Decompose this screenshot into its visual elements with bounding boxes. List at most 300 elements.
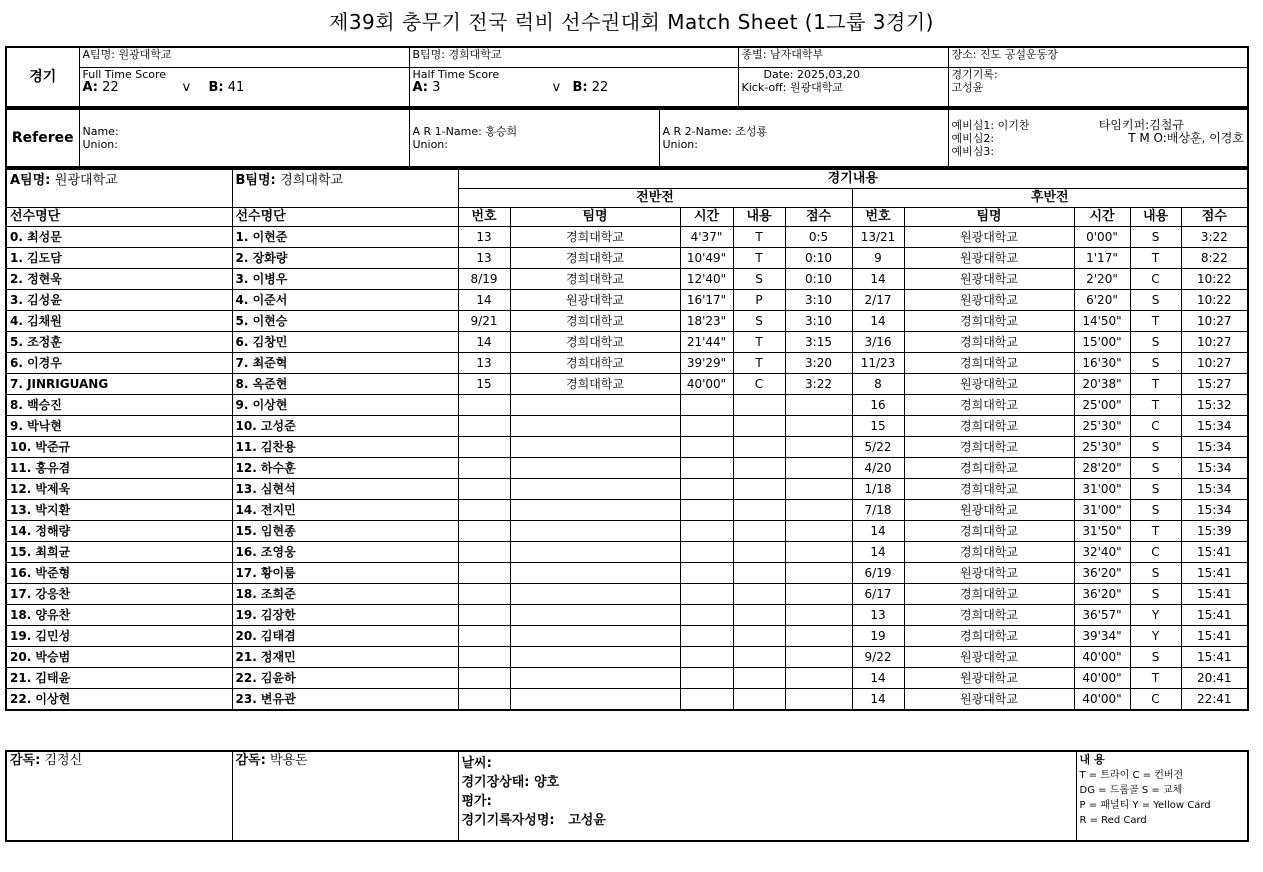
first-half-no: 13 bbox=[458, 353, 510, 374]
first-half-no: 13 bbox=[458, 248, 510, 269]
second-half-score: 15:39 bbox=[1181, 521, 1248, 542]
table-row bbox=[6, 416, 1248, 437]
second-half-team: 경희대학교 bbox=[904, 605, 1074, 626]
first-half-team: 경희대학교 bbox=[510, 374, 680, 395]
second-half-team: 경희대학교 bbox=[904, 479, 1074, 500]
second-half-score: 15:34 bbox=[1181, 458, 1248, 479]
second-half-score: 15:34 bbox=[1181, 437, 1248, 458]
b-coach-label: 감독: bbox=[235, 753, 266, 768]
second-half-type: C bbox=[1130, 689, 1181, 711]
table-row bbox=[6, 647, 1248, 668]
second-half-no: 7/18 bbox=[852, 500, 904, 521]
first-half-no bbox=[458, 668, 510, 689]
first-half-type bbox=[733, 668, 785, 689]
second-half-score: 15:32 bbox=[1181, 395, 1248, 416]
second-half-no: 14 bbox=[852, 668, 904, 689]
first-half-no bbox=[458, 395, 510, 416]
match-content-header: 경기내용 bbox=[458, 169, 1248, 189]
a-coach-name: 김정신 bbox=[44, 753, 83, 768]
first-half-team: 경희대학교 bbox=[510, 332, 680, 353]
full-vs: v bbox=[182, 79, 191, 95]
table-row bbox=[6, 479, 1248, 500]
b-player: 6. 김창민 bbox=[232, 332, 458, 353]
first-half-no: 8/19 bbox=[458, 269, 510, 290]
second-half-team: 원광대학교 bbox=[904, 269, 1074, 290]
a-player: 5. 조정훈 bbox=[6, 332, 232, 353]
record-cell bbox=[948, 67, 1248, 107]
second-half-time: 16'30" bbox=[1074, 353, 1130, 374]
date-kickoff-cell bbox=[738, 67, 948, 107]
first-half-no bbox=[458, 416, 510, 437]
table-row bbox=[6, 500, 1248, 521]
second-half-score: 3:22 bbox=[1181, 227, 1248, 248]
first-half-score: 3:10 bbox=[785, 290, 852, 311]
a-team-name: 원광대학교 bbox=[118, 48, 172, 61]
first-half-score bbox=[785, 647, 852, 668]
second-half-type: S bbox=[1130, 353, 1181, 374]
first-half-no bbox=[458, 563, 510, 584]
match-notes bbox=[458, 751, 1076, 841]
b-team-cell bbox=[409, 47, 738, 67]
game-label: 경기 bbox=[6, 47, 79, 107]
first-half-score: 3:10 bbox=[785, 311, 852, 332]
second-half-time: 0'00" bbox=[1074, 227, 1130, 248]
second-half-time: 40'00" bbox=[1074, 647, 1130, 668]
second-half-type: S bbox=[1130, 332, 1181, 353]
second-half-type: S bbox=[1130, 437, 1181, 458]
b-player: 22. 김윤하 bbox=[232, 668, 458, 689]
second-half-type: T bbox=[1130, 521, 1181, 542]
first-half-no bbox=[458, 500, 510, 521]
first-half-score: 3:22 bbox=[785, 374, 852, 395]
record-label: 경기기록: bbox=[951, 67, 998, 81]
ar1-cell bbox=[409, 109, 659, 167]
first-half-team bbox=[510, 395, 680, 416]
ground-value: 양호 bbox=[534, 775, 560, 790]
b-player: 15. 임현종 bbox=[232, 521, 458, 542]
first-half-time bbox=[680, 647, 733, 668]
second-half-team: 경희대학교 bbox=[904, 311, 1074, 332]
half-a-score: 3 bbox=[432, 79, 441, 95]
b-player: 23. 변유관 bbox=[232, 689, 458, 711]
first-half-team bbox=[510, 416, 680, 437]
second-half-time: 1'17" bbox=[1074, 248, 1130, 269]
b-player: 7. 최준혁 bbox=[232, 353, 458, 374]
first-half-score: 3:20 bbox=[785, 353, 852, 374]
first-half-time: 12'40" bbox=[680, 269, 733, 290]
second-half-team: 경희대학교 bbox=[904, 584, 1074, 605]
second-half-score: 8:22 bbox=[1181, 248, 1248, 269]
first-half-type bbox=[733, 521, 785, 542]
second-half-time: 31'50" bbox=[1074, 521, 1130, 542]
first-half-time bbox=[680, 479, 733, 500]
first-half-score bbox=[785, 584, 852, 605]
second-half-time: 28'20" bbox=[1074, 458, 1130, 479]
second-half-type: C bbox=[1130, 542, 1181, 563]
a-player: 21. 김태윤 bbox=[6, 668, 232, 689]
first-half-no bbox=[458, 626, 510, 647]
first-team-header: 팀명 bbox=[510, 208, 680, 227]
table-row bbox=[6, 689, 1248, 711]
table-row bbox=[6, 542, 1248, 563]
second-half-time: 36'20" bbox=[1074, 584, 1130, 605]
first-half-team bbox=[510, 668, 680, 689]
b-player: 18. 조희준 bbox=[232, 584, 458, 605]
first-half-no bbox=[458, 584, 510, 605]
second-half-time: 31'00" bbox=[1074, 500, 1130, 521]
first-half-score bbox=[785, 500, 852, 521]
table-row bbox=[6, 311, 1248, 332]
first-half-score bbox=[785, 563, 852, 584]
first-half-no: 14 bbox=[458, 290, 510, 311]
second-half-time: 31'00" bbox=[1074, 479, 1130, 500]
second-half-type: S bbox=[1130, 227, 1181, 248]
category-label: 종별: bbox=[741, 48, 767, 61]
a-player: 11. 홍유겸 bbox=[6, 458, 232, 479]
b-player: 9. 이상현 bbox=[232, 395, 458, 416]
first-half-type bbox=[733, 458, 785, 479]
first-half-type: T bbox=[733, 248, 785, 269]
legend-line-2: DG = 드롭골 S = 교체 bbox=[1079, 785, 1183, 796]
a-player: 12. 박제욱 bbox=[6, 479, 232, 500]
first-half-time: 4'37" bbox=[680, 227, 733, 248]
first-half-time: 39'29" bbox=[680, 353, 733, 374]
a-player: 18. 양유찬 bbox=[6, 605, 232, 626]
table-row bbox=[6, 626, 1248, 647]
first-half-no bbox=[458, 437, 510, 458]
b-team-header bbox=[232, 169, 458, 208]
rating-label: 평가: bbox=[461, 794, 492, 809]
first-score-header: 점수 bbox=[785, 208, 852, 227]
second-half-time: 15'00" bbox=[1074, 332, 1130, 353]
table-row bbox=[6, 227, 1248, 248]
second-half-no: 11/23 bbox=[852, 353, 904, 374]
referee-union-label: Union: bbox=[82, 138, 118, 151]
second-half-time: 25'30" bbox=[1074, 416, 1130, 437]
first-half-time: 18'23" bbox=[680, 311, 733, 332]
match-date: Date: 2025,03,20 bbox=[763, 67, 860, 81]
first-half-type bbox=[733, 584, 785, 605]
table-row bbox=[6, 458, 1248, 479]
reserve-2: 예비심2: bbox=[951, 131, 995, 145]
a-player: 8. 백승진 bbox=[6, 395, 232, 416]
second-half-score: 22:41 bbox=[1181, 689, 1248, 711]
venue-cell bbox=[948, 47, 1248, 67]
a-coach-label: 감독: bbox=[10, 753, 41, 768]
first-half-type bbox=[733, 416, 785, 437]
second-half-team: 원광대학교 bbox=[904, 290, 1074, 311]
first-half-time bbox=[680, 458, 733, 479]
second-half-type: S bbox=[1130, 479, 1181, 500]
table-row bbox=[6, 584, 1248, 605]
table-row bbox=[6, 563, 1248, 584]
second-half-type: Y bbox=[1130, 626, 1181, 647]
first-half-team bbox=[510, 458, 680, 479]
venue-label: 장소: bbox=[951, 48, 977, 61]
first-half-score: 0:10 bbox=[785, 269, 852, 290]
first-half-time bbox=[680, 563, 733, 584]
first-half-type: T bbox=[733, 332, 785, 353]
second-half-team: 경희대학교 bbox=[904, 626, 1074, 647]
first-half-team bbox=[510, 605, 680, 626]
second-half-team: 경희대학교 bbox=[904, 437, 1074, 458]
b-team-label: B팀명: bbox=[412, 48, 446, 61]
b-player: 12. 하수훈 bbox=[232, 458, 458, 479]
second-half-type: T bbox=[1130, 668, 1181, 689]
full-b-score: 41 bbox=[227, 79, 245, 95]
second-half-no: 16 bbox=[852, 395, 904, 416]
first-half-type: S bbox=[733, 311, 785, 332]
first-half-team bbox=[510, 542, 680, 563]
second-half-time: 36'57" bbox=[1074, 605, 1130, 626]
table-row bbox=[6, 437, 1248, 458]
second-half-time: 40'00" bbox=[1074, 689, 1130, 711]
second-half-team: 원광대학교 bbox=[904, 500, 1074, 521]
second-half-type: S bbox=[1130, 458, 1181, 479]
first-half-type: C bbox=[733, 374, 785, 395]
ar2-cell bbox=[659, 109, 948, 167]
full-b-label: B: bbox=[208, 79, 224, 95]
b-player: 5. 이현승 bbox=[232, 311, 458, 332]
second-half-team: 원광대학교 bbox=[904, 668, 1074, 689]
a-player: 19. 김민성 bbox=[6, 626, 232, 647]
b-coach-cell bbox=[232, 751, 458, 841]
second-half-team: 원광대학교 bbox=[904, 227, 1074, 248]
officials-cell bbox=[948, 109, 1248, 167]
second-half-team: 원광대학교 bbox=[904, 374, 1074, 395]
second-half-no: 6/19 bbox=[852, 563, 904, 584]
second-half-no: 14 bbox=[852, 521, 904, 542]
b-team-header-label: B팀명: bbox=[235, 173, 276, 188]
first-half-score bbox=[785, 689, 852, 711]
first-half-score bbox=[785, 437, 852, 458]
second-half-no: 14 bbox=[852, 689, 904, 711]
full-time-score bbox=[79, 67, 409, 107]
table-row bbox=[6, 248, 1248, 269]
first-half-time bbox=[680, 542, 733, 563]
b-player: 3. 이병우 bbox=[232, 269, 458, 290]
second-half-team: 경희대학교 bbox=[904, 521, 1074, 542]
first-half-type bbox=[733, 479, 785, 500]
reserve-3: 예비심3: bbox=[951, 144, 995, 158]
second-half-time: 25'30" bbox=[1074, 437, 1130, 458]
second-half-score: 15:34 bbox=[1181, 479, 1248, 500]
page-title: 제39회 충무기 전국 럭비 선수권대회 Match Sheet (1그룹 3경기) bbox=[329, 10, 934, 34]
b-player: 10. 고성준 bbox=[232, 416, 458, 437]
a-player: 2. 정현욱 bbox=[6, 269, 232, 290]
first-half-team: 경희대학교 bbox=[510, 353, 680, 374]
first-half-team bbox=[510, 626, 680, 647]
a-player: 14. 정해량 bbox=[6, 521, 232, 542]
second-half-team: 원광대학교 bbox=[904, 563, 1074, 584]
second-half-no: 1/18 bbox=[852, 479, 904, 500]
first-half-type: T bbox=[733, 353, 785, 374]
half-time-score bbox=[409, 67, 738, 107]
a-player: 6. 이경우 bbox=[6, 353, 232, 374]
half-b-label: B: bbox=[572, 79, 588, 95]
first-half-no bbox=[458, 458, 510, 479]
first-half-type bbox=[733, 395, 785, 416]
first-half-time bbox=[680, 584, 733, 605]
first-half-time bbox=[680, 521, 733, 542]
second-half-type: T bbox=[1130, 311, 1181, 332]
second-half-team: 경희대학교 bbox=[904, 542, 1074, 563]
first-time-header: 시간 bbox=[680, 208, 733, 227]
second-half-type: T bbox=[1130, 395, 1181, 416]
second-half-score: 15:34 bbox=[1181, 416, 1248, 437]
table-row bbox=[6, 395, 1248, 416]
second-half-score: 10:22 bbox=[1181, 269, 1248, 290]
second-half-no: 8 bbox=[852, 374, 904, 395]
second-score-header: 점수 bbox=[1181, 208, 1248, 227]
legend-line-4: R = Red Card bbox=[1079, 815, 1147, 826]
first-half-time: 21'44" bbox=[680, 332, 733, 353]
first-half-time: 16'17" bbox=[680, 290, 733, 311]
second-half-no: 13/21 bbox=[852, 227, 904, 248]
second-half-type: S bbox=[1130, 584, 1181, 605]
first-half-score bbox=[785, 416, 852, 437]
table-row bbox=[6, 332, 1248, 353]
second-half-team: 경희대학교 bbox=[904, 416, 1074, 437]
first-half-no: 13 bbox=[458, 227, 510, 248]
table-row bbox=[6, 353, 1248, 374]
second-half-team: 경희대학교 bbox=[904, 458, 1074, 479]
b-player: 4. 이준서 bbox=[232, 290, 458, 311]
second-half-time: 36'20" bbox=[1074, 563, 1130, 584]
category-cell bbox=[738, 47, 948, 67]
kickoff: Kick-off: 원광대학교 bbox=[741, 80, 844, 94]
first-half-type bbox=[733, 605, 785, 626]
category-value: 남자대학부 bbox=[769, 48, 824, 61]
b-player: 13. 심현석 bbox=[232, 479, 458, 500]
timekeeper: 타임키퍼:김철규 bbox=[1098, 117, 1184, 132]
b-player: 17. 황이룸 bbox=[232, 563, 458, 584]
referee-name-label: Name: bbox=[82, 125, 119, 138]
ground-label: 경기장상태: bbox=[461, 775, 530, 790]
first-half-team: 경희대학교 bbox=[510, 269, 680, 290]
recorder-name: 고성윤 bbox=[568, 813, 606, 828]
second-half-type: S bbox=[1130, 290, 1181, 311]
half-a-label: A: bbox=[412, 79, 429, 95]
a-team-label: A팀명: bbox=[82, 48, 115, 61]
first-half-team: 원광대학교 bbox=[510, 290, 680, 311]
second-half-type: C bbox=[1130, 269, 1181, 290]
b-coach-name: 박용돈 bbox=[269, 753, 308, 768]
reserve-1: 예비심1: 이기찬 bbox=[951, 118, 1030, 132]
first-half-type: P bbox=[733, 290, 785, 311]
second-no-header: 번호 bbox=[852, 208, 904, 227]
half-vs: v bbox=[552, 79, 561, 95]
a-coach-cell bbox=[6, 751, 232, 841]
second-half-time: 25'00" bbox=[1074, 395, 1130, 416]
second-half-type: Y bbox=[1130, 605, 1181, 626]
first-half-time bbox=[680, 689, 733, 711]
first-half-time bbox=[680, 395, 733, 416]
first-half-team bbox=[510, 521, 680, 542]
first-half-type: S bbox=[733, 269, 785, 290]
b-player: 19. 김장한 bbox=[232, 605, 458, 626]
second-half-team: 원광대학교 bbox=[904, 647, 1074, 668]
second-half-type: T bbox=[1130, 374, 1181, 395]
first-half-no bbox=[458, 689, 510, 711]
recorder-label: 경기기록자성명: bbox=[461, 813, 555, 828]
match-content-table bbox=[5, 168, 1249, 711]
first-half-type bbox=[733, 500, 785, 521]
second-half-score: 15:41 bbox=[1181, 584, 1248, 605]
first-half-no: 14 bbox=[458, 332, 510, 353]
first-half-time bbox=[680, 437, 733, 458]
first-half-team: 경희대학교 bbox=[510, 227, 680, 248]
legend-line-1: T = 트라이 C = 컨버전 bbox=[1079, 770, 1184, 781]
second-half-score: 10:27 bbox=[1181, 332, 1248, 353]
record-name: 고성윤 bbox=[951, 80, 984, 94]
first-half-score bbox=[785, 668, 852, 689]
second-half-score: 10:22 bbox=[1181, 290, 1248, 311]
table-row bbox=[6, 374, 1248, 395]
referee-table bbox=[5, 108, 1249, 168]
second-half-no: 14 bbox=[852, 542, 904, 563]
first-half-team bbox=[510, 479, 680, 500]
second-team-header: 팀명 bbox=[904, 208, 1074, 227]
a-player: 10. 박준규 bbox=[6, 437, 232, 458]
second-half-score: 20:41 bbox=[1181, 668, 1248, 689]
first-half-header: 전반전 bbox=[458, 189, 852, 208]
second-half-no: 5/22 bbox=[852, 437, 904, 458]
table-row bbox=[6, 521, 1248, 542]
referee-name-cell bbox=[79, 109, 409, 167]
first-half-time: 10'49" bbox=[680, 248, 733, 269]
first-half-team bbox=[510, 647, 680, 668]
first-half-score bbox=[785, 626, 852, 647]
second-half-score: 10:27 bbox=[1181, 311, 1248, 332]
game-info-table bbox=[5, 46, 1249, 108]
legend-title: 내 용 bbox=[1079, 753, 1105, 766]
legend bbox=[1076, 751, 1248, 841]
second-half-type: S bbox=[1130, 563, 1181, 584]
second-half-type: C bbox=[1130, 416, 1181, 437]
second-half-score: 15:41 bbox=[1181, 647, 1248, 668]
second-half-type: S bbox=[1130, 500, 1181, 521]
a-player: 13. 박지환 bbox=[6, 500, 232, 521]
first-half-score: 3:15 bbox=[785, 332, 852, 353]
a-player: 16. 박준형 bbox=[6, 563, 232, 584]
tmo: T M O:배상훈, 이경호 bbox=[1128, 130, 1244, 145]
first-half-team bbox=[510, 689, 680, 711]
a-roster-header: 선수명단 bbox=[6, 208, 232, 227]
first-half-type bbox=[733, 689, 785, 711]
first-half-no: 15 bbox=[458, 374, 510, 395]
bottom-table bbox=[5, 750, 1249, 842]
first-half-score bbox=[785, 521, 852, 542]
full-time-label: Full Time Score bbox=[82, 67, 167, 81]
second-half-no: 14 bbox=[852, 269, 904, 290]
first-half-score bbox=[785, 458, 852, 479]
a-player: 1. 김도담 bbox=[6, 248, 232, 269]
second-half-no: 3/16 bbox=[852, 332, 904, 353]
first-half-team bbox=[510, 584, 680, 605]
first-half-no: 9/21 bbox=[458, 311, 510, 332]
b-player: 2. 장화량 bbox=[232, 248, 458, 269]
second-half-score: 15:41 bbox=[1181, 542, 1248, 563]
second-half-no: 2/17 bbox=[852, 290, 904, 311]
first-half-type bbox=[733, 437, 785, 458]
second-half-no: 9 bbox=[852, 248, 904, 269]
second-half-time: 32'40" bbox=[1074, 542, 1130, 563]
table-row bbox=[6, 668, 1248, 689]
second-half-score: 15:41 bbox=[1181, 626, 1248, 647]
first-half-time bbox=[680, 605, 733, 626]
first-half-time bbox=[680, 626, 733, 647]
